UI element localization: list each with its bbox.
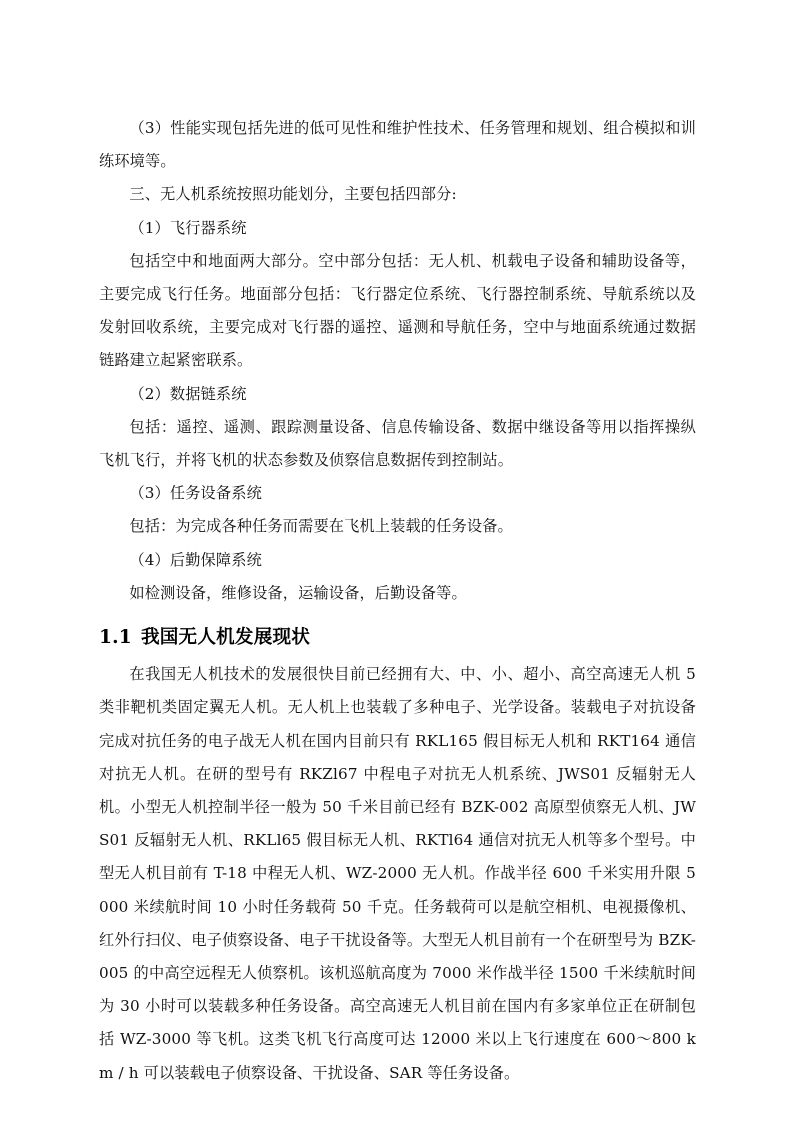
list-item-mission-equipment-system: （3）任务设备系统 <box>129 484 262 503</box>
section-number: 1.1 <box>99 627 132 649</box>
section-title: 我国无人机发展现状 <box>140 627 311 649</box>
paragraph-performance-realization: （3）性能实现包括先进的低可见性和维护性技术、任务管理和规划、组合模拟和训练环境等。 <box>99 119 696 171</box>
heading-spacer-top <box>99 610 696 621</box>
paragraph-datalink-system-detail: 包括：遥控、遥测、跟踪测量设备、信息传输设备、数据中继设备等用以指挥操纵飞机飞行，并将飞机的状态参数及侦察信息数据传到控制站。 <box>99 417 696 470</box>
section-heading-1-1 <box>99 621 696 654</box>
list-item-datalink-system: （2）数据链系统 <box>129 384 247 403</box>
list-item-logistics-support-system: （4）后勤保障系统 <box>129 550 262 569</box>
list-heading-uav-system-functions: 三、无人机系统按照功能划分，主要包括四部分: <box>129 185 457 204</box>
list-item-aircraft-system: （1）飞行器系统 <box>129 218 247 237</box>
paragraph-logistics-support-detail: 如检测设备，维修设备，运输设备，后勤设备等。 <box>129 583 467 602</box>
paragraph-aircraft-system-detail: 包括空中和地面两大部分。空中部分包括：无人机、机载电子设备和辅助设备等，主要完成飞行任务。地面部分包括：飞行器定位系统、飞行器控制系统、导航系统以及发射回收系统，主要完成对飞行器的遥控、遥测和导航任务，空中与地面系统通过数据链路建立起紧密联系。 <box>99 251 696 370</box>
page-content <box>99 112 696 1090</box>
paragraph-mission-equipment-detail: 包括：为完成各种任务而需要在飞机上装载的任务设备。 <box>129 517 513 536</box>
paragraph-china-uav-development-status: 在我国无人机技术的发展很快目前已经拥有大、中、小、超小、高空高速无人机 5 类非靶机类固定翼无人机。无人机上也装载了多种电子、光学设备。装载电子对抗设备完成对抗任务的电子战无人机在国内目前只有 RKL165 假目标无人机和 RKT164 通信对抗无人机。在研的型号有 RKZl67 中程电子对抗无人机系统、JWS01 反辐射无人机。小型无人机控制半径一般为 50 千米目前已经有 BZK-002 高原型侦察无人机、JWS01 反辐射无人机、RKLl65 假目标无人机、RKTl64 通信对抗无人机等多个型号。中型无人机目前有 T-18 中程无人机、WZ-2000 无人机。作战半径 600 千米实用升限 5000 米续航时间 10 小时任务载荷 50 千克。任务载荷可以是航空相机、电视摄像机、红外行扫仪、电子侦察设备、电子干扰设备等。大型无人机目前有一个在研型号为 BZK-005 的中高空远程无人侦察机。该机巡航高度为 7000 米作战半径 1500 千米续航时间为 30 小时可以装载多种任务设备。高空高速无人机目前在国内有多家单位正在研制包括 WZ-3000 等飞机。这类飞机飞行高度可达 12000 米以上飞行速度在 600～800 km / h 可以装载电子侦察设备、干扰设备、SAR 等任务设备。 <box>99 665 696 1082</box>
